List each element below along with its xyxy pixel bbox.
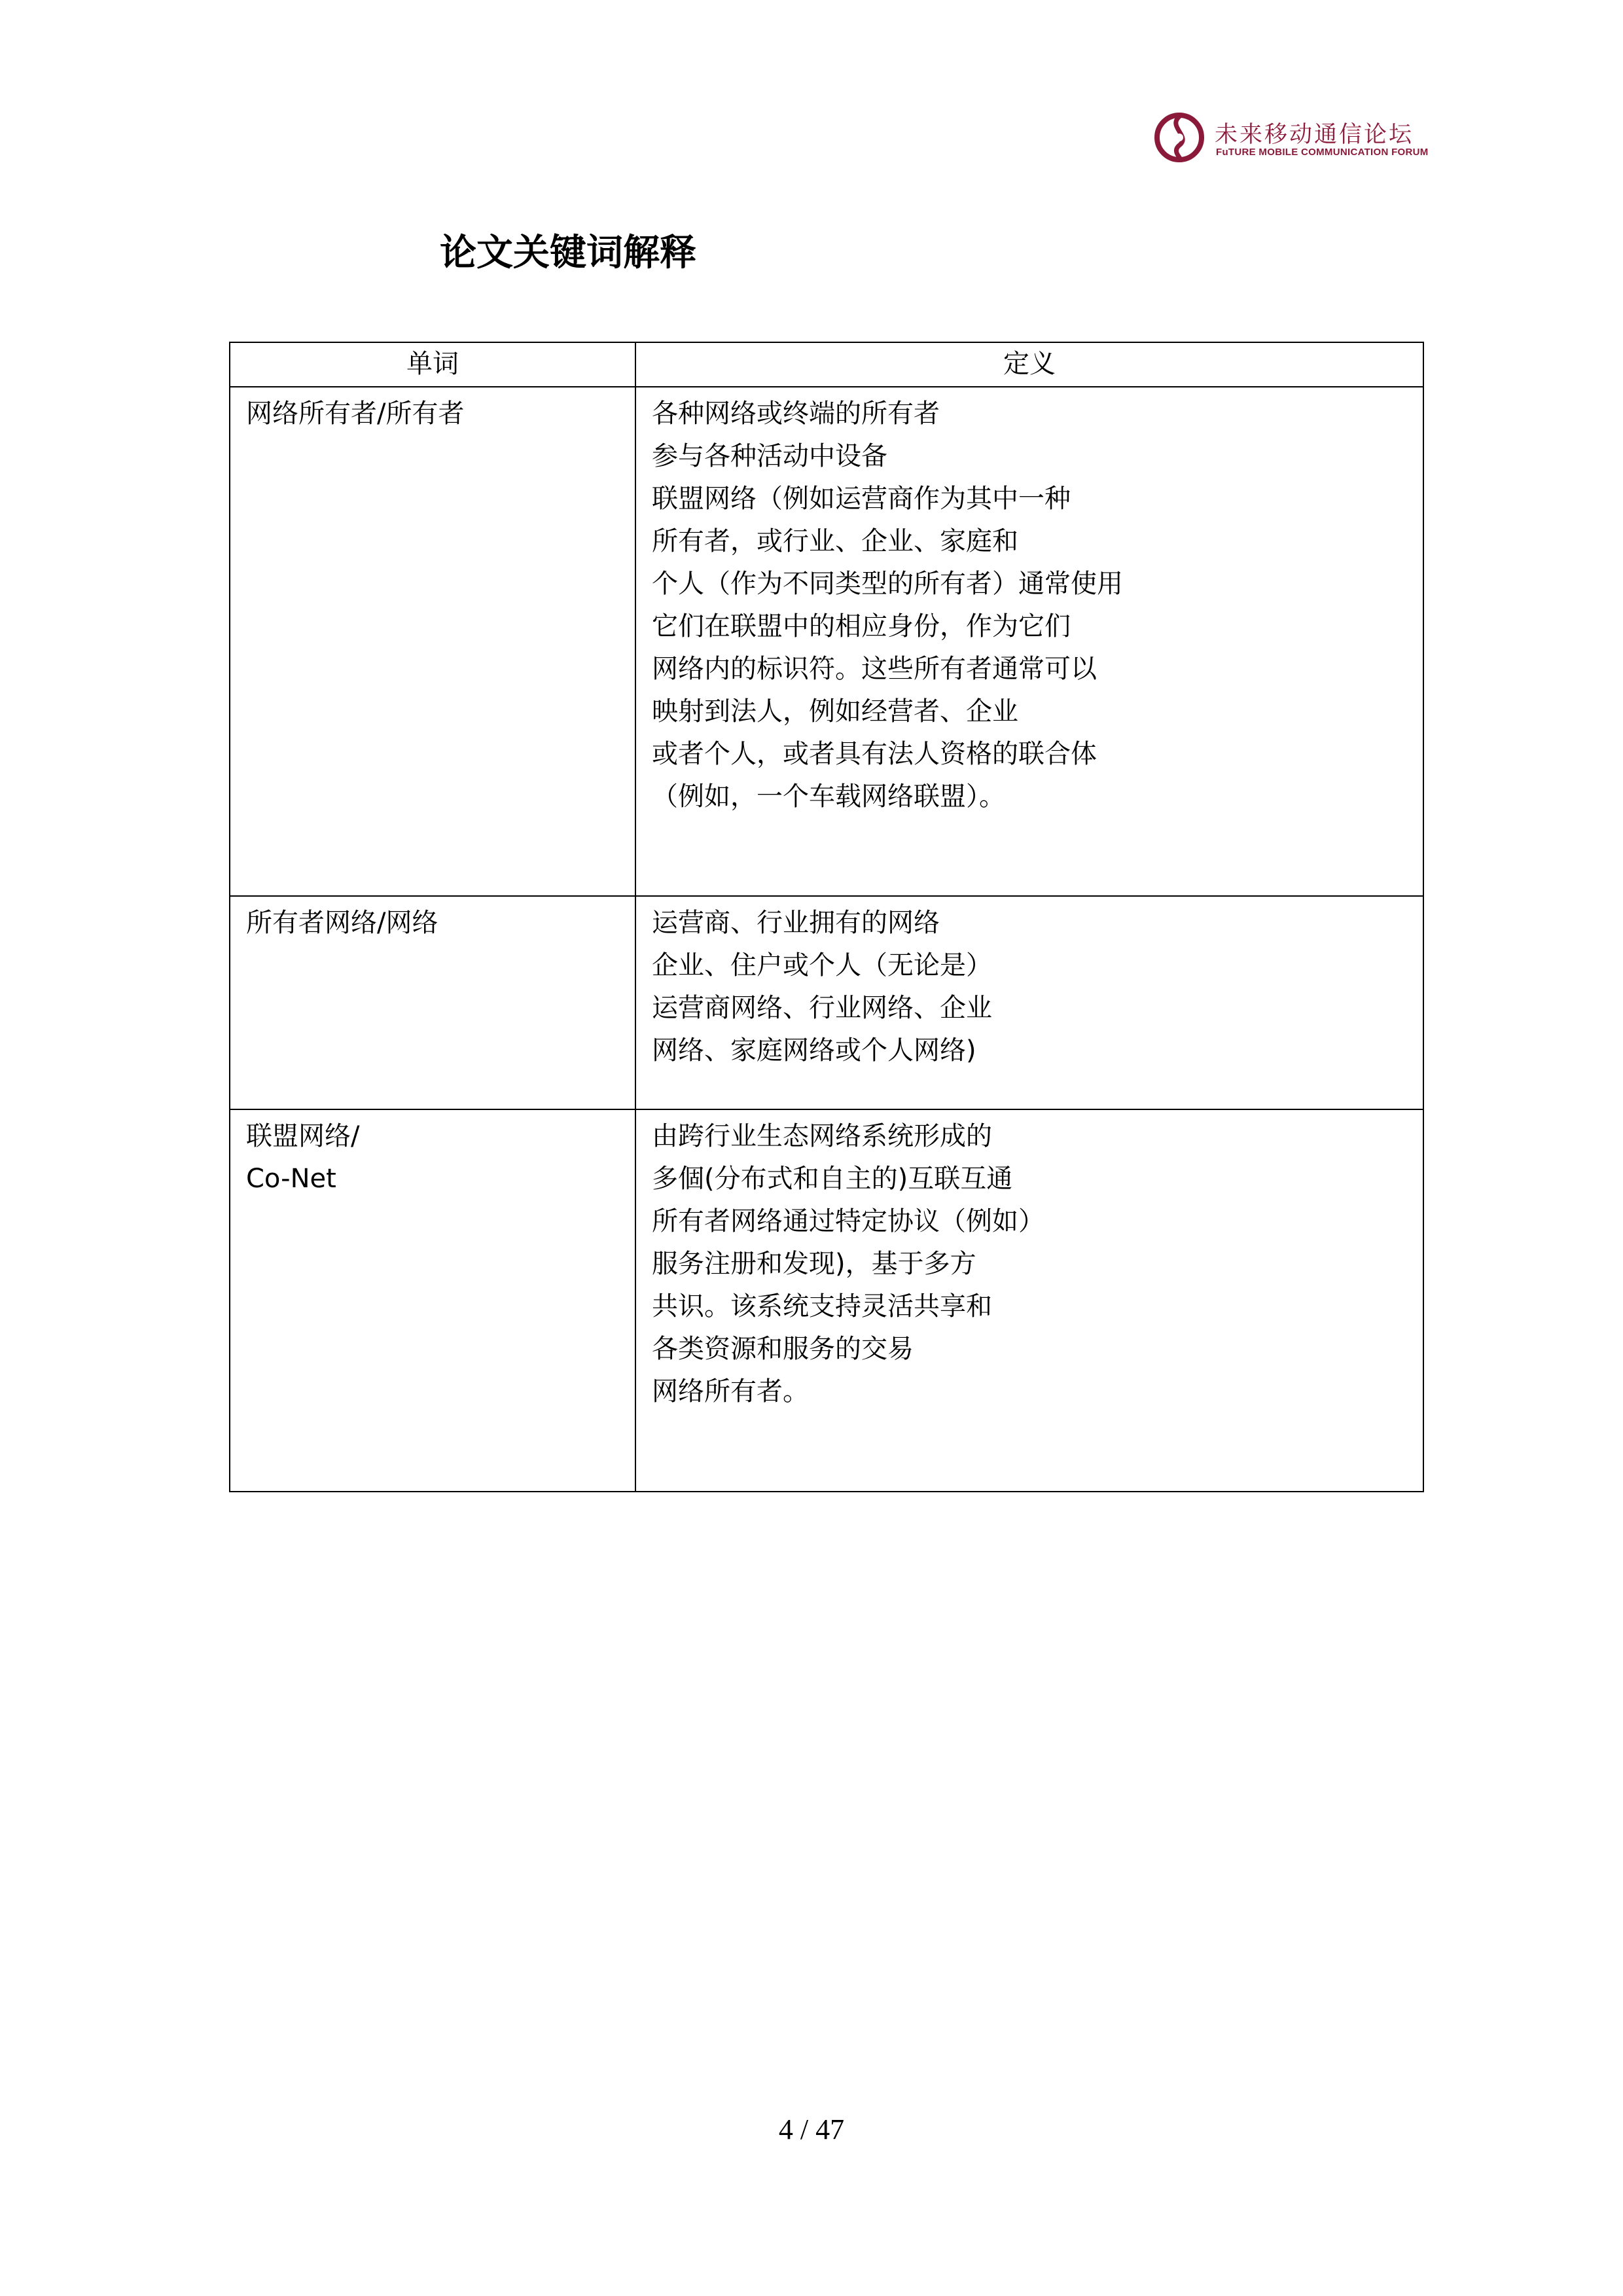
term-text: Co-Net [246,1164,336,1194]
definition-cell [635,896,1423,1109]
forum-logo-icon [1153,111,1205,164]
term-cell [230,1109,635,1492]
definition-line: 网络所有者。 [652,1376,809,1407]
table-row [230,1109,1423,1492]
definition-line: 各类资源和服务的交易 [652,1334,914,1364]
definition-line: 服务注册和发现)，基于多方 [652,1249,976,1279]
definition-line: 各种网络或终端的所有者 [652,399,940,429]
definition-line: 由跨行业生态网络系统形成的 [652,1121,992,1151]
table-header-row [230,342,1423,387]
column-header-definition: 定义 [635,342,1423,387]
page-number: 4 / 47 [778,2113,845,2145]
table-row [230,387,1423,896]
term-cell [230,896,635,1109]
definition-line: 网络内的标识符。这些所有者通常可以 [652,654,1097,684]
definition-cell [635,387,1423,896]
glossary-table [229,342,1424,1492]
forum-logo [1153,110,1429,165]
logo-chinese-text: 未来移动通信论坛 [1215,122,1414,148]
definition-line: 或者个人，或者具有法人资格的联合体 [652,739,1097,769]
definition-line: 参与各种活动中设备 [652,441,887,471]
definition-line: 企业、住户或个人（无论是） [652,950,992,980]
term-text: 联盟网络/ [246,1121,360,1151]
definition-line: 所有者网络通过特定协议（例如） [652,1206,1044,1236]
definition-line: 多個(分布式和自主的)互联互通 [652,1164,1013,1194]
definition-line: 运营商、行业拥有的网络 [652,908,940,938]
definition-line: （例如，一个车载网络联盟）。 [652,781,1005,812]
logo-english-text: FuTURE MOBILE COMMUNICATION FORUM [1216,147,1429,158]
definition-line: 运营商网络、行业网络、企业 [652,993,992,1023]
table-row [230,896,1423,1109]
definition-line: 所有者，或行业、企业、家庭和 [652,526,1018,556]
definition-line: 共识。该系统支持灵活共享和 [652,1291,992,1321]
column-header-term: 单词 [230,342,635,387]
definition-line: 它们在联盟中的相应身份，作为它们 [652,611,1071,641]
term-text: 网络所有者/所有者 [246,399,465,429]
term-cell [230,387,635,896]
definition-line: 网络、家庭网络或个人网络) [652,1035,976,1066]
definition-line: 映射到法人，例如经营者、企业 [652,696,1018,726]
definition-line: 联盟网络（例如运营商作为其中一种 [652,484,1071,514]
definition-line: 个人（作为不同类型的所有者）通常使用 [652,569,1123,599]
definition-cell [635,1109,1423,1492]
term-text: 所有者网络/网络 [246,908,438,938]
page-title: 论文关键词解释 [440,232,696,274]
